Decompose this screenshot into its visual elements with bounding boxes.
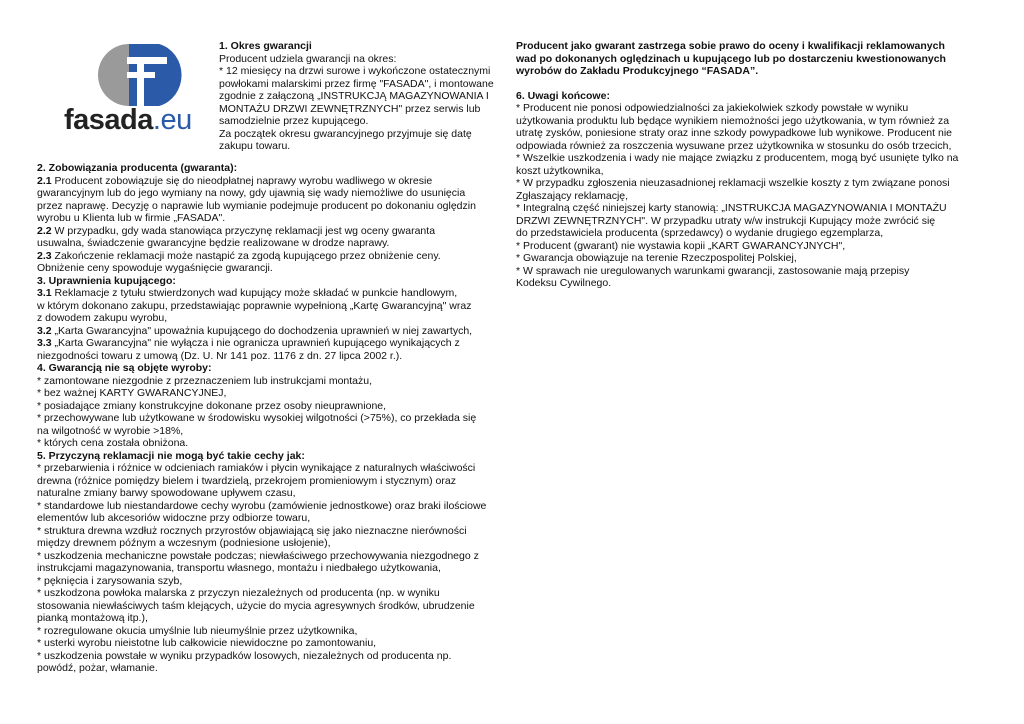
s6-title: 6. Uwagi końcowe: xyxy=(516,89,610,102)
right-column xyxy=(516,40,984,290)
s4-title: 4. Gwarancją nie są objęte wyroby: xyxy=(37,362,212,374)
s1-line: Za początek okresu gwarancyjnego przyjmuje się datę xyxy=(219,127,472,140)
s3-p2-num: 3.2 xyxy=(37,324,52,337)
s3-p3-num: 3.3 xyxy=(37,337,52,349)
s3-p1-line: w którym dokonano zakupu, przedstawiając poprawnie wypełnioną „Kartę Gwarancyjną" wraz xyxy=(37,299,472,312)
s6-line: koszt użytkownika, xyxy=(516,164,604,177)
s5-line: * rozregulowane okucia umyślnie lub nieumyślnie przez użytkownika, xyxy=(37,624,358,637)
s5-line: * uszkodzenia mechaniczne powstałe podczas; niewłaściwego przechowywania niezgodnego z xyxy=(37,549,479,562)
s2-p1-num: 2.1 xyxy=(37,174,52,187)
logo-brand: fasada xyxy=(64,104,153,136)
s3-p1-num: 3.1 xyxy=(37,287,52,299)
s2-p2-line: W przypadku, gdy wada stanowiąca przyczynę reklamacji jest wg oceny gwaranta xyxy=(51,224,436,237)
s5-title: 5. Przyczyną reklamacji nie mogą być takie cechy jak: xyxy=(37,449,305,462)
s6-line: Zgłaszający reklamację, xyxy=(516,189,629,202)
s5-line: * uszkodzona powłoka malarska z przyczyn niezależnych od producenta (np. w wyniku xyxy=(37,587,440,599)
s3-title: 3. Uprawnienia kupującego: xyxy=(37,274,176,287)
s1-line: zgodnie z załączoną „INSTRUKCJĄ MAGAZYNOWANIA I xyxy=(219,90,489,102)
s3-p3-line: „Karta Gwarancyjna" nie wyłącza i nie ogranicza uprawnień kupującego wynikających z xyxy=(51,337,460,349)
s6-line: do przedstawiciela producenta (sprzedawcy) o wydanie drugiego egzemplarza, xyxy=(516,227,884,239)
logo-wordmark xyxy=(64,104,192,137)
s6-line: DRZWI ZEWNĘTRZNYCH". W przypadku utraty w/w instrukcji Kupujący może zwrócić się xyxy=(516,214,936,227)
s5-line: * uszkodzenia powstałe w wyniku przypadków losowych, niezależnych od producenta np. xyxy=(37,649,452,662)
s1-line: samodzielnie przez kupującego. xyxy=(219,115,369,127)
s2-p1-line: Producent zobowiązuje się do nieodpłatnej naprawy wyrobu wadliwego w okresie xyxy=(51,174,433,187)
s5-line: drewna (różnice pomiędzy bielem i twardzielą, przekrojem promieniowym i stycznym) oraz xyxy=(37,474,456,487)
s4-line: * których cena została obniżona. xyxy=(37,437,189,449)
s2-p1-line: wyrobu u Klienta lub w firmie „FASADA". xyxy=(37,212,226,224)
fasada-logo xyxy=(60,42,200,142)
s2-p3-line: Zakończenie reklamacji może nastąpić za zgodą kupującego przez obniżenie ceny. xyxy=(51,249,441,262)
s2-p3-num: 2.3 xyxy=(37,249,52,262)
s5-line: * struktura drewna wzdłuż rocznych przyrostów objawiającą się jako nieznaczne nierówności xyxy=(37,524,467,537)
s5-line: między drewnem późnym a wczesnym (podniesione usłojenie), xyxy=(37,537,331,549)
s3-p1-line: z dowodem zakupu wyrobu, xyxy=(37,312,168,324)
s1-line: * 12 miesięcy na drzwi surowe i wykończone ostatecznymi xyxy=(219,65,491,77)
s2-p1-line: gwarancyjnym lub do jego wymiany na nowy, gdy ujawnią się wady niemożliwe do usunięcia xyxy=(37,187,466,199)
s6-line: * Wszelkie uszkodzenia i wady nie mające związku z producentem, mogą być usunięte tylko na xyxy=(516,152,959,164)
s1-line: powłokami malarskimi przez firmę "FASADA", i montowane xyxy=(219,77,494,90)
intro-line: wad po dokonanych oględzinach u kupującego lub po dostarczeniu kwestionowanych xyxy=(516,52,946,65)
intro-line: Producent jako gwarant zastrzega sobie prawo do oceny i kwalifikacji reklamowanych xyxy=(516,40,945,52)
s6-line: odpowiada również za roszczenia wysuwane przez użytkownika w stosunku do osób trzecich, xyxy=(516,139,952,152)
s1-title: 1. Okres gwarancji xyxy=(219,40,312,52)
s6-line: utratę zysków, poniesione straty oraz inne szkody powypadkowe lub wynikowe. Producent nie xyxy=(516,127,952,139)
s6-line: * Producent nie ponosi odpowiedzialności za jakiekolwiek szkody powstałe w wyniku xyxy=(516,102,909,114)
spacer xyxy=(516,78,984,90)
s5-line: pianką montażową itp.), xyxy=(37,612,148,624)
s5-line: elementów lub akcesoriów widoczne przy odbiorze towaru, xyxy=(37,512,311,524)
s4-line: * przechowywane lub użytkowane w środowisku wysokiej wilgotności (>75%), co przekłada się xyxy=(37,412,477,424)
s4-line: na wilgotność w wyrobie >18%, xyxy=(37,424,184,437)
s4-line: * bez ważnej KARTY GWARANCYJNEJ, xyxy=(37,387,227,399)
s5-line: * przebarwienia i różnice w odcieniach ramiaków i płycin wynikające z naturalnych właściwości xyxy=(37,462,476,474)
s2-p1-line: przez naprawę. Decyzję o naprawie lub wymianie podejmuje producent po dokonaniu oględzin xyxy=(37,199,476,212)
s3-p1-line: Reklamacje z tytułu stwierdzonych wad kupujący może składać w punkcie handlowym, xyxy=(51,287,458,299)
fasada-logo-mark-icon xyxy=(63,42,191,108)
s5-line: * standardowe lub niestandardowe cechy wyrobu (zamówienie jednostkowe) oraz braki ilościowe xyxy=(37,499,487,512)
s2-p3-line: Obniżenie ceny spowoduje wygaśnięcie gwarancji. xyxy=(37,262,273,274)
s6-line: użytkowania produktu lub będące wynikiem niemożności jego użytkowania, w tym również za xyxy=(516,114,950,127)
s5-line: powódź, pożar, włamanie. xyxy=(37,662,158,674)
s6-line: Kodeksu Cywilnego. xyxy=(516,277,612,289)
s6-line: * Gwarancja obowiązuje na terenie Rzeczpospolitej Polskiej, xyxy=(516,252,797,264)
sections-2-to-5 xyxy=(37,162,507,675)
s2-title: 2. Zobowiązania producenta (gwaranta): xyxy=(37,162,238,174)
section-warranty-period xyxy=(219,40,509,153)
s5-line: * usterki wyrobu nieistotne lub całkowicie niewidoczne po zamontowaniu, xyxy=(37,637,377,649)
s1-line: zakupu towaru. xyxy=(219,140,291,152)
s5-line: stosowania niewłaściwych taśm klejących, użycie do mycia agresywnych środków, ubrudzenie xyxy=(37,599,475,612)
s5-line: * pęknięcia i zarysowania szyb, xyxy=(37,574,183,587)
s6-line: * W sprawach nie uregulowanych warunkami gwarancji, zastosowanie mają przepisy xyxy=(516,264,910,277)
s6-line: * W przypadku zgłoszenia nieuzasadnionej reklamacji wszelkie koszty z tym związane ponosi xyxy=(516,177,950,189)
s3-p2-line: „Karta Gwarancyjna" upoważnia kupującego do dochodzenia uprawnień w niej zawartych, xyxy=(51,324,473,337)
s4-line: * zamontowane niezgodnie z przeznaczeniem lub instrukcjami montażu, xyxy=(37,374,373,387)
s4-line: * posiadające zmiany konstrukcyjne dokonane przez osoby nieuprawnione, xyxy=(37,399,387,412)
s1-line: MONTAŻU DRZWI ZEWNĘTRZNYCH" przez serwis lub xyxy=(219,102,481,115)
intro-line: wyrobów do Zakładu Produkcyjnego “FASADA”. xyxy=(516,65,759,77)
s5-line: instrukcjami magazynowania, transportu własnego, montażu i niedbałego użytkowania, xyxy=(37,562,441,574)
s2-p2-num: 2.2 xyxy=(37,224,52,237)
s1-line: Producent udziela gwarancji na okres: xyxy=(219,52,397,65)
s5-line: naturalne zmiany barwy spowodowane upływem czasu, xyxy=(37,487,296,499)
s2-p2-line: usuwalna, świadczenie gwarancyjne będzie realizowane w drodze naprawy. xyxy=(37,237,390,249)
s6-line: * Integralną część niniejszej karty stanowią: „INSTRUKCJA MAGAZYNOWANIA I MONTAŻU xyxy=(516,202,947,214)
s6-line: * Producent (gwarant) nie wystawia kopii „KART GWARANCYJNYCH", xyxy=(516,239,846,252)
s3-p3-line: niezgodności towaru z umową (Dz. U. Nr 141 poz. 1176 z dn. 27 lipca 2002 r.). xyxy=(37,349,403,362)
logo-tld: .eu xyxy=(152,104,192,136)
